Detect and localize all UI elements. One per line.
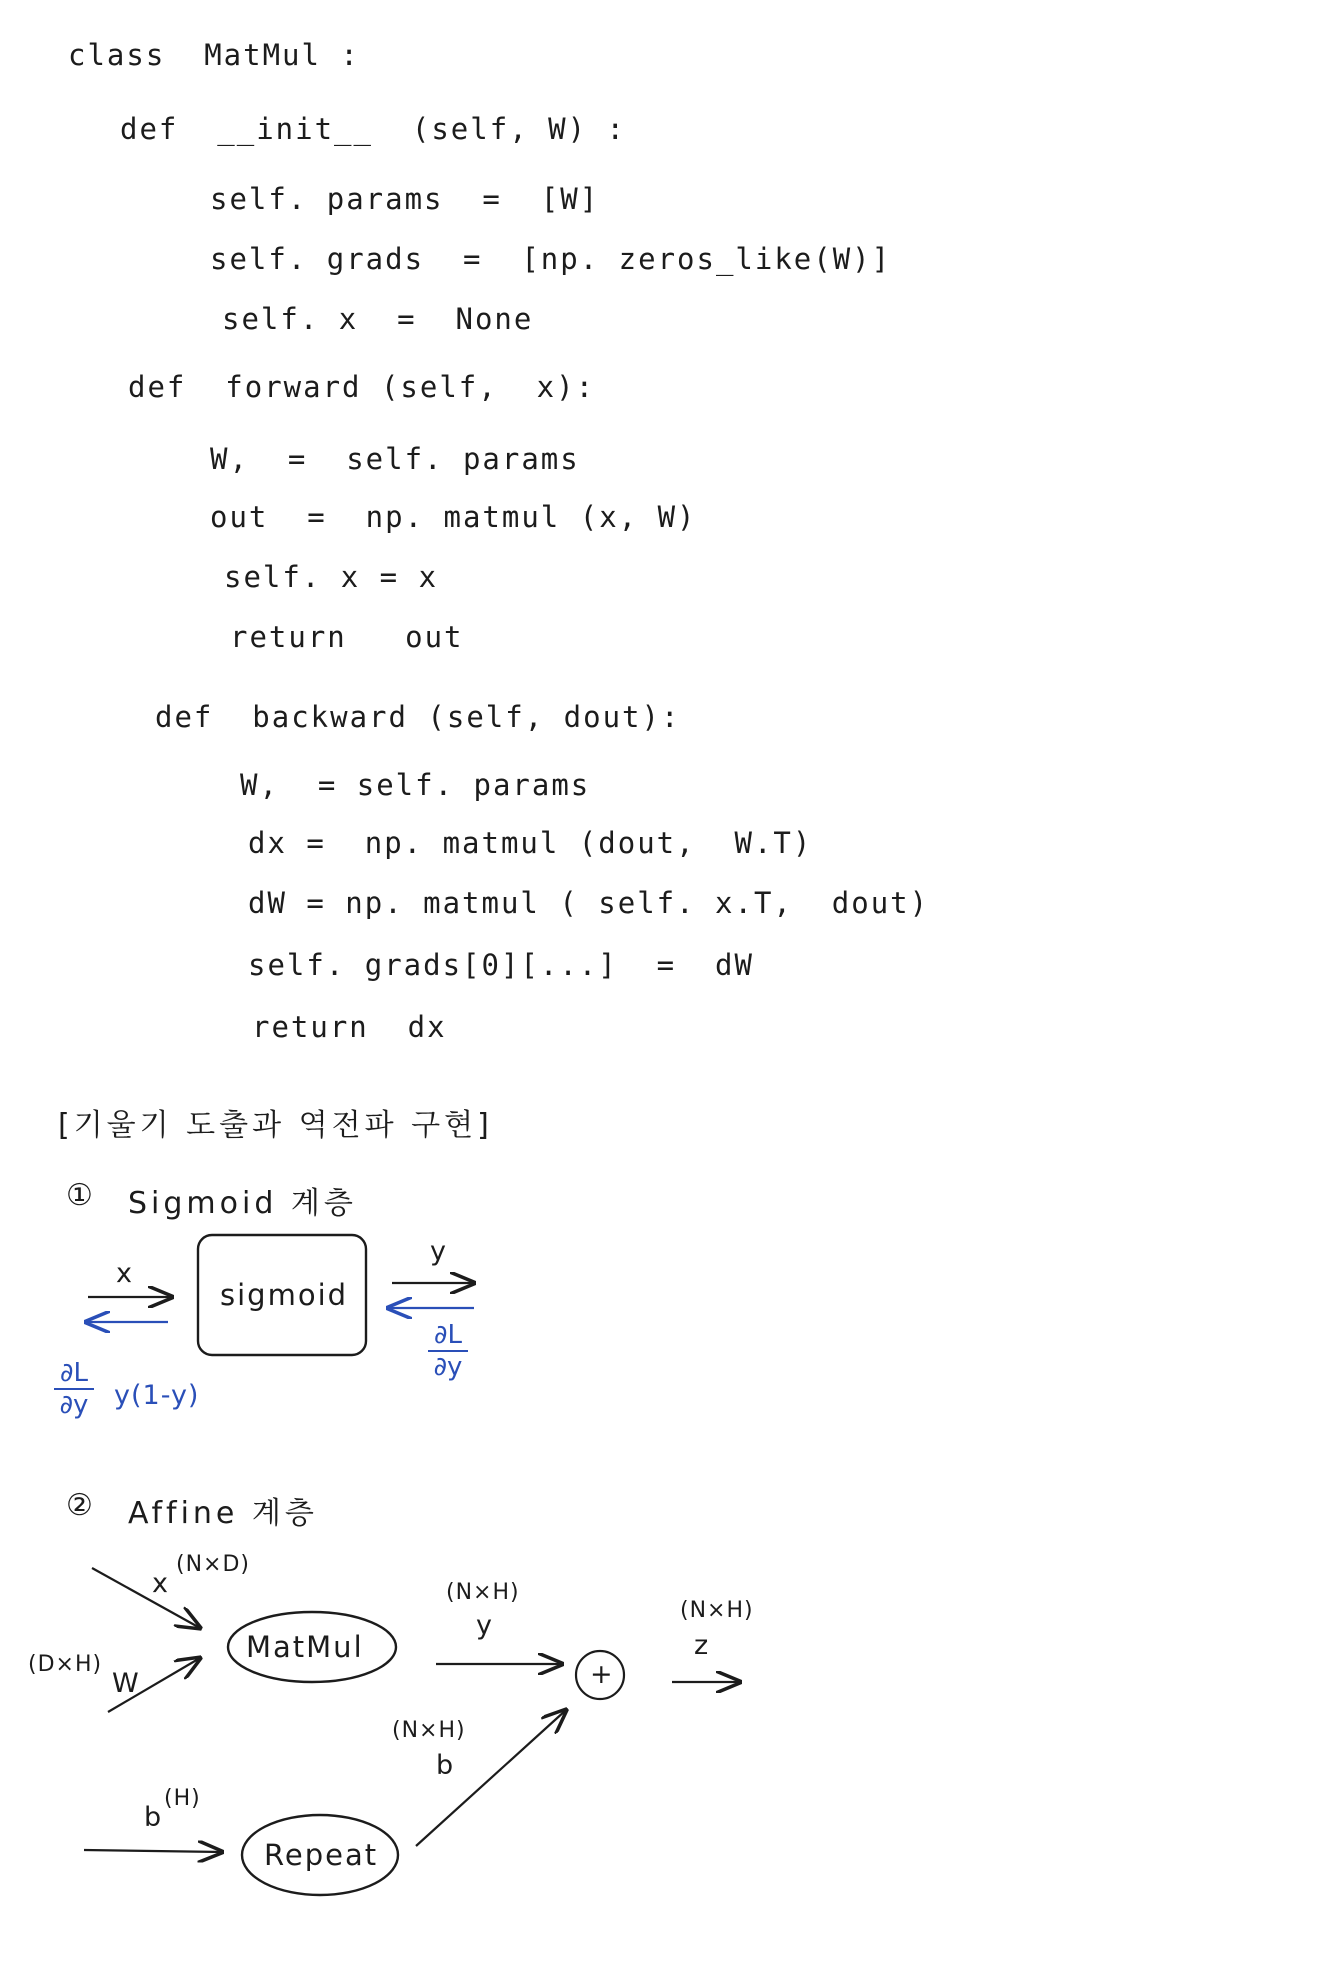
w-shape: (D×H) (28, 1652, 103, 1677)
item1-marker: ① (66, 1178, 97, 1213)
backward-body-line: dx = np. matmul (dout, W.T) (248, 826, 813, 860)
b-to-repeat-arrow (84, 1850, 222, 1852)
b-shape: (H) (164, 1786, 201, 1811)
repeat-node-label: Repeat (264, 1838, 379, 1872)
init-body-line: self. grads = [np. zeros_like(W)] (210, 242, 892, 276)
forward-body-line: return out (230, 620, 464, 654)
b-repeat-shape: (N×H) (392, 1718, 466, 1743)
item2-marker: ② (66, 1488, 97, 1523)
backward-body-line: return dx (252, 1010, 447, 1044)
z-label: z (694, 1630, 710, 1661)
forward-body-line: W, = self. params (210, 442, 580, 476)
b-label: b (144, 1802, 163, 1833)
matmul-node-label: MatMul (246, 1630, 364, 1664)
sigmoid-output-grad (426, 1320, 470, 1382)
plus-node-label: + (590, 1659, 614, 1690)
z-shape: (N×H) (680, 1598, 754, 1623)
forward-body-line: self. x = x (224, 560, 439, 594)
backward-body-line: W, = self. params (240, 768, 591, 802)
init-def-line: def __init__ (self, W) : (120, 112, 626, 146)
backward-body-line: self. grads[0][...] = dW (248, 948, 754, 982)
backward-def-line: def backward (self, dout): (155, 700, 681, 734)
sigmoid-input-grad (52, 1358, 96, 1420)
y-shape: (N×H) (446, 1580, 520, 1605)
sigmoid-input-label: x (116, 1258, 133, 1289)
init-body-line: self. params = [W] (210, 182, 600, 216)
x-to-matmul-arrow (92, 1568, 200, 1628)
x-label: x (152, 1568, 169, 1599)
b-repeat-label: b (436, 1750, 455, 1781)
sigmoid-node-label: sigmoid (220, 1278, 349, 1312)
backward-body-line: dW = np. matmul ( self. x.T, dout) (248, 886, 930, 920)
item1-title: Sigmoid 계층 (128, 1186, 357, 1221)
x-shape: (N×D) (176, 1552, 250, 1577)
w-label: W (112, 1668, 140, 1699)
sigmoid-output-label: y (430, 1236, 447, 1267)
y-label: y (476, 1610, 493, 1641)
grad-numerator: ∂L (60, 1358, 88, 1388)
grad-denominator: ∂y (59, 1390, 89, 1420)
grad-denominator: ∂y (433, 1352, 463, 1382)
item2-title: Affine 계층 (128, 1496, 318, 1531)
forward-body-line: out = np. matmul (x, W) (210, 500, 697, 534)
sigmoid-input-grad-expr: y(1-y) (114, 1380, 200, 1411)
grad-numerator: ∂L (434, 1320, 462, 1350)
section-heading: [기울기 도출과 역전파 구현] (58, 1108, 493, 1143)
class-declaration: class MatMul : (68, 38, 360, 72)
forward-def-line: def forward (self, x): (128, 370, 596, 404)
init-body-line: self. x = None (222, 302, 534, 336)
